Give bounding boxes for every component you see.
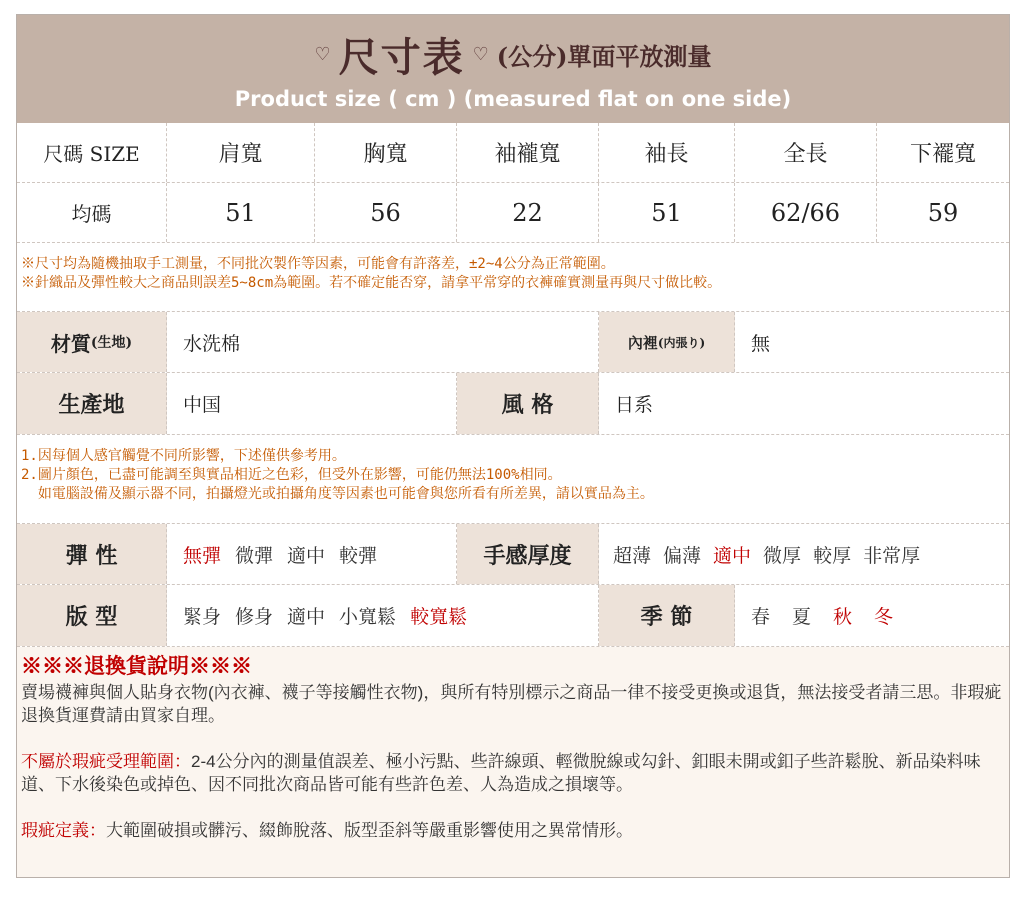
size-chart-sheet	[16, 14, 1010, 878]
measure-note: ※針織品及彈性較大之商品則誤差5~8cm為範圍。若不確定能否穿，請拿平常穿的衣褲確實測量再與尺寸做比較。	[21, 275, 722, 291]
elasticity-option: 適中	[287, 545, 326, 567]
elasticity-option: 無彈	[183, 545, 222, 567]
subtitle: Product size ( cm ) (measured flat on one side)	[234, 87, 792, 111]
thickness-options	[599, 524, 1009, 584]
season-option: 夏	[792, 607, 812, 628]
thickness-option: 適中	[713, 545, 752, 567]
measure-note: ※尺寸均為隨機抽取手工測量，不同批次製作等因素，可能會有許落差，±2~4公分為正常範圍。	[21, 256, 615, 272]
measure-notes	[21, 255, 721, 293]
heart-icon: ♡	[472, 43, 489, 65]
lining-label	[599, 312, 735, 372]
origin-label: 生產地	[17, 373, 167, 434]
value-cell: 59	[927, 198, 959, 227]
heart-icon: ♡	[314, 43, 331, 65]
return-policy-body: 賣場襪褲與個人貼身衣物(內衣褲、襪子等接觸性衣物)，與所有特別標示之商品一律不接受更換或退貨，無法接受者請三思。非瑕疵退換貨運費請由買家自理。	[21, 683, 1002, 725]
fit-row	[17, 585, 1009, 647]
fit-option: 小寬鬆	[339, 607, 397, 628]
defect-paragraph	[21, 819, 1005, 842]
material-label-text: 材質	[50, 331, 91, 356]
color-notes	[21, 447, 654, 504]
size-table-header	[17, 123, 1009, 183]
material-value: 水洗棉	[167, 312, 599, 372]
value-cell: 51	[599, 183, 735, 242]
header-cell: 下襬寬	[909, 142, 976, 167]
season-label: 季 節	[599, 585, 735, 646]
color-note: 2.圖片顏色，已盡可能調至與實品相近之色彩，但受外在影響，可能仍無法100%相同。	[21, 467, 562, 483]
thickness-option: 微厚	[763, 545, 802, 567]
header-cell: 袖襱寬	[457, 123, 599, 182]
thickness-option: 超薄	[613, 545, 652, 567]
non-defect-paragraph	[21, 750, 1005, 796]
defect-label: 瑕疵定義：	[21, 821, 106, 840]
header-cell: 尺碼 SIZE	[17, 123, 167, 182]
style-value: 日系	[615, 395, 654, 416]
non-defect-body: 2-4公分內的測量值誤差、極小污點、些許線頭、輕微脫線或勾針、釦眼未開或釦子些許鬆脫、新品染料味道、下水後染色或掉色、因不同批次商品皆可能有些許色差、人為造成之損壞等。	[21, 752, 981, 794]
color-note: 如電腦設備及顯示器不同，拍攝燈光或拍攝角度等因素也可能會與您所看有所差異，請以實品為主。	[21, 486, 654, 502]
season-options	[735, 585, 1009, 646]
header-banner	[17, 15, 1009, 123]
header-cell: 袖長	[599, 123, 735, 182]
header-cell: 胸寬	[315, 123, 457, 182]
return-policy-heading: ※※※退換貨說明※※※	[21, 655, 252, 678]
elasticity-row	[17, 523, 1009, 585]
thickness-option: 較厚	[813, 545, 852, 567]
fit-option: 適中	[287, 607, 326, 628]
season-option: 冬	[874, 607, 894, 628]
origin-value: 中国	[167, 373, 457, 434]
value-cell: 62/66	[735, 183, 877, 242]
fit-option: 較寬鬆	[410, 607, 468, 628]
fit-option: 修身	[235, 607, 274, 628]
header-cell: 全長	[735, 123, 877, 182]
value-cell: 51	[167, 183, 315, 242]
elasticity-options	[167, 524, 457, 584]
season-option: 秋	[833, 607, 853, 628]
origin-row	[17, 373, 1009, 435]
color-note: 1.因每個人感官觸覺不同所影響，下述僅供參考用。	[21, 448, 346, 464]
defect-body: 大範圍破損或髒污、綴飾脫落、版型歪斜等嚴重影響使用之異常情形。	[106, 821, 633, 840]
material-label-sub: (生地)	[90, 335, 133, 351]
elasticity-label: 彈 性	[17, 524, 167, 584]
season-option: 春	[751, 607, 771, 628]
page-title: 尺寸表	[338, 33, 465, 81]
lining-value: 無	[751, 333, 771, 355]
thickness-option: 非常厚	[863, 545, 921, 567]
lining-label-sub: (内張り)	[657, 335, 706, 350]
lining-label-text: 內裡	[627, 333, 658, 352]
unit-note: (公分)單面平放測量	[496, 41, 712, 71]
material-label	[17, 312, 167, 372]
header-cell: 肩寬	[167, 123, 315, 182]
style-label: 風 格	[457, 373, 599, 434]
elasticity-option: 較彈	[339, 545, 378, 567]
fit-label: 版 型	[17, 585, 167, 646]
value-cell: 22	[457, 183, 599, 242]
elasticity-option: 微彈	[235, 545, 274, 567]
fit-option: 緊身	[183, 607, 222, 628]
title-line	[17, 29, 1009, 79]
value-cell: 56	[315, 183, 457, 242]
thickness-label: 手感厚度	[457, 524, 599, 584]
return-policy	[17, 647, 1009, 877]
material-row	[17, 311, 1009, 373]
size-cell: 均碼	[17, 183, 167, 242]
table-row	[17, 183, 1009, 243]
fit-options	[167, 585, 599, 646]
non-defect-label: 不屬於瑕疵受理範圍：	[21, 752, 191, 771]
thickness-option: 偏薄	[663, 545, 702, 567]
